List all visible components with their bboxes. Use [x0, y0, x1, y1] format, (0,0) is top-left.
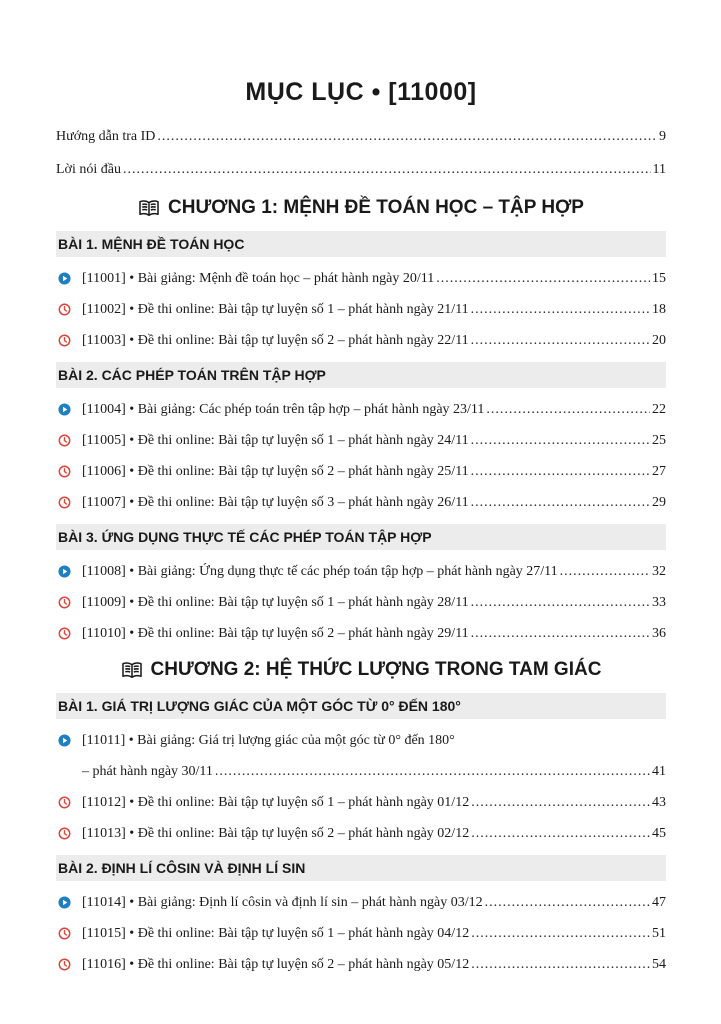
lesson-section — [56, 231, 666, 356]
chapters-container — [56, 193, 666, 980]
play-icon — [58, 565, 71, 578]
entry-text: [11013] • Đề thi online: Bài tập tự luyện số 2 – phát hành ngày 02/12 — [82, 826, 470, 841]
entry-text: [11001] • Bài giảng: Mệnh đề toán học – phát hành ngày 20/11 — [82, 271, 435, 286]
toc-entry[interactable] — [82, 587, 666, 618]
page-number: 45 — [652, 826, 666, 841]
page-number: 22 — [652, 402, 666, 417]
page-number: 33 — [652, 595, 666, 610]
toc-entry[interactable] — [82, 556, 666, 587]
dot-leader — [471, 918, 650, 949]
entry-text: [11016] • Đề thi online: Bài tập tự luyện số 2 – phát hành ngày 05/12 — [82, 957, 470, 972]
clock-icon — [58, 796, 71, 809]
entry-text: [11007] • Đề thi online: Bài tập tự luyện số 3 – phát hành ngày 26/11 — [82, 495, 469, 510]
toc-entry[interactable] — [82, 425, 666, 456]
open-book-icon — [121, 661, 143, 679]
clock-icon — [58, 496, 71, 509]
entry-text: [11012] • Đề thi online: Bài tập tự luyện số 1 – phát hành ngày 01/12 — [82, 795, 470, 810]
clock-icon — [58, 303, 71, 316]
toc-entry[interactable] — [82, 887, 666, 918]
clock-icon — [58, 627, 71, 640]
toc-entry[interactable] — [82, 263, 666, 294]
toc-entry[interactable] — [82, 618, 666, 649]
entry-text: – phát hành ngày 30/11 — [82, 764, 213, 779]
entry-text: [11008] • Bài giảng: Ứng dụng thực tế các phép toán tập hợp – phát hành ngày 27/11 — [82, 564, 558, 579]
entry-text: [11009] • Đề thi online: Bài tập tự luyện số 1 – phát hành ngày 28/11 — [82, 595, 469, 610]
toc-entry[interactable] — [82, 325, 666, 356]
clock-icon — [58, 827, 71, 840]
clock-icon — [58, 958, 71, 971]
page-number: 29 — [652, 495, 666, 510]
page-number: 32 — [652, 564, 666, 579]
play-icon — [58, 896, 71, 909]
toc-entry[interactable] — [82, 294, 666, 325]
dot-leader — [471, 587, 650, 618]
open-book-icon — [138, 199, 160, 217]
page-number: 47 — [652, 895, 666, 910]
page-number: 41 — [652, 764, 666, 779]
lesson-items — [56, 263, 666, 356]
dot-leader — [471, 487, 650, 518]
dot-leader — [471, 618, 650, 649]
dot-leader — [123, 160, 651, 180]
lesson-section — [56, 693, 666, 849]
page-title: MỤC LỤC • [11000] — [245, 78, 477, 106]
entry-text: Hướng dẫn tra ID — [56, 129, 156, 144]
dot-leader — [215, 756, 650, 787]
dot-leader — [471, 456, 650, 487]
dot-leader — [436, 263, 650, 294]
toc-page — [56, 0, 666, 986]
page-number: 36 — [652, 626, 666, 641]
lesson-heading: BÀI 2. ĐỊNH LÍ CÔSIN VÀ ĐỊNH LÍ SIN — [56, 855, 666, 881]
entry-text: [11011] • Bài giảng: Giá trị lượng giác của một góc từ 0° đến 180° — [82, 733, 455, 748]
clock-icon — [58, 434, 71, 447]
lesson-items — [56, 725, 666, 849]
lesson-section — [56, 362, 666, 518]
play-icon — [58, 272, 71, 285]
intro-list — [56, 127, 666, 180]
dot-leader — [471, 325, 650, 356]
lesson-section — [56, 855, 666, 980]
lesson-items — [56, 394, 666, 518]
clock-icon — [58, 927, 71, 940]
play-icon — [58, 734, 71, 747]
dot-leader — [471, 818, 650, 849]
page-number: 27 — [652, 464, 666, 479]
entry-text: [11002] • Đề thi online: Bài tập tự luyện số 1 – phát hành ngày 21/11 — [82, 302, 469, 317]
dot-leader — [471, 425, 650, 456]
dot-leader — [485, 887, 650, 918]
chapter-title: CHƯƠNG 2: HỆ THỨC LƯỢNG TRONG TAM GIÁC — [150, 659, 602, 680]
entry-text: [11004] • Bài giảng: Các phép toán trên tập hợp – phát hành ngày 23/11 — [82, 402, 485, 417]
lesson-heading: BÀI 2. CÁC PHÉP TOÁN TRÊN TẬP HỢP — [56, 362, 666, 388]
entry-text: [11015] • Đề thi online: Bài tập tự luyện số 1 – phát hành ngày 04/12 — [82, 926, 470, 941]
lesson-heading: BÀI 3. ỨNG DỤNG THỰC TẾ CÁC PHÉP TOÁN TẬP HỢP — [56, 524, 666, 550]
page-number: 18 — [652, 302, 666, 317]
entry-text: [11010] • Đề thi online: Bài tập tự luyện số 2 – phát hành ngày 29/11 — [82, 626, 469, 641]
toc-entry[interactable] — [82, 394, 666, 425]
entry-text: [11006] • Đề thi online: Bài tập tự luyện số 2 – phát hành ngày 25/11 — [82, 464, 469, 479]
dot-leader — [471, 294, 650, 325]
page-number: 11 — [652, 162, 666, 177]
page-number: 51 — [652, 926, 666, 941]
chapter-heading — [56, 655, 666, 685]
page-number: 9 — [659, 129, 666, 144]
lesson-heading: BÀI 1. GIÁ TRỊ LƯỢNG GIÁC CỦA MỘT GÓC TỪ 0° ĐẾN 180° — [56, 693, 666, 719]
page-number: 43 — [652, 795, 666, 810]
entry-text: [11005] • Đề thi online: Bài tập tự luyện số 1 – phát hành ngày 24/11 — [82, 433, 469, 448]
lesson-heading: BÀI 1. MỆNH ĐỀ TOÁN HỌC — [56, 231, 666, 257]
toc-entry[interactable] — [82, 725, 666, 756]
dot-leader — [471, 787, 650, 818]
lesson-items — [56, 556, 666, 649]
lesson-items — [56, 887, 666, 980]
clock-icon — [58, 334, 71, 347]
page-number: 20 — [652, 333, 666, 348]
entry-text: [11003] • Đề thi online: Bài tập tự luyện số 2 – phát hành ngày 22/11 — [82, 333, 469, 348]
toc-entry[interactable] — [82, 918, 666, 949]
lesson-section — [56, 524, 666, 649]
entry-text: [11014] • Bài giảng: Định lí côsin và định lí sin – phát hành ngày 03/12 — [82, 895, 483, 910]
clock-icon — [58, 596, 71, 609]
clock-icon — [58, 465, 71, 478]
dot-leader — [471, 949, 650, 980]
page-number: 54 — [652, 957, 666, 972]
toc-entry[interactable] — [82, 487, 666, 518]
play-icon — [58, 403, 71, 416]
toc-entry[interactable] — [82, 949, 666, 980]
chapter-heading — [56, 193, 666, 223]
toc-entry[interactable] — [82, 787, 666, 818]
toc-entry-continuation[interactable] — [82, 756, 666, 787]
dot-leader — [560, 556, 650, 587]
page-number: 25 — [652, 433, 666, 448]
chapter-title: CHƯƠNG 1: MỆNH ĐỀ TOÁN HỌC – TẬP HỢP — [168, 197, 584, 218]
toc-entry[interactable] — [56, 160, 666, 180]
toc-entry[interactable] — [82, 818, 666, 849]
toc-entry[interactable] — [82, 456, 666, 487]
dot-leader — [486, 394, 650, 425]
entry-text: Lời nói đầu — [56, 162, 121, 177]
page-number: 15 — [652, 271, 666, 286]
toc-entry[interactable] — [56, 127, 666, 147]
dot-leader — [157, 127, 657, 147]
